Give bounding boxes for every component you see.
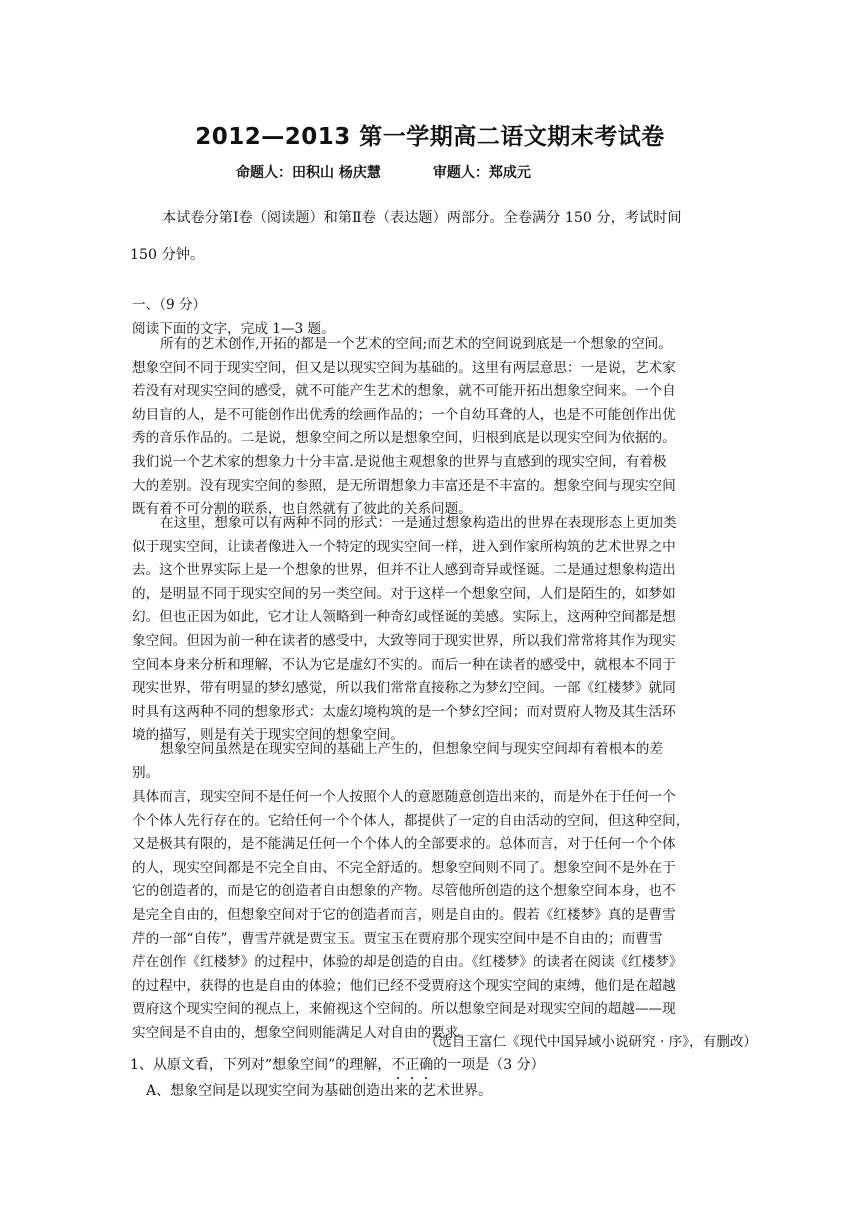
passage-line: 似于现实空间，让读者像进入一个特定的现实空间一样，进入到作家所构筑的艺术世界之中 [132,538,676,555]
setters-label: 命题人：田积山 杨庆慧 [236,165,381,181]
emphasis-char: 确 [419,1057,434,1073]
passage-line: 想象空间虽然是在现实空间的基础上产生的，但想象空间与现实空间却有着根本的差 [160,741,663,757]
exam-intro [130,200,730,274]
passage-paragraph-1 [132,333,732,522]
passage-line: 具体而言，现实空间不是任何一个人按照个人的意愿随意创造出来的，而是外在于任何一个 [132,789,676,805]
passage-line: 又是极其有限的，是不能满足任何一个个体人的全部要求的。总体而言，对于任何一个个体 [132,836,676,853]
passage-line: 若没有对现实空间的感受，就不可能产生艺术的想象，就不可能开拓出想象空间来。一个自 [132,383,676,400]
authors-line [236,162,531,182]
reviewer-label: 审题人：郑成元 [432,165,531,181]
passage-paragraph-4 [132,786,732,1046]
passage-line: 个个体人先行存在的。它给任何一个个体人，都提供了一定的自由活动的空间，但这种空间， [132,812,690,829]
passage-line: 它的创造者的，而是它的创造者自由想象的产物。尽管他所创造的这个想象空间本身，也不 [132,883,676,900]
passage-line: 所有的艺术创作,开拓的都是一个艺术的空间;而艺术的空间说到底是一个想象的空间。 [160,336,672,352]
passage-line: 幼目盲的人，是不可能创作出优秀的绘画作品的；一个自幼耳聋的人，也是不可能创作出优 [132,406,676,423]
passage-line: 我们说一个艺术家的想象力十分丰富.是说他主观想象的世界与直感到的现实空间，有着极 [132,453,667,470]
passage-line: 去。这个世界实际上是一个想象的世界，但并不让人感到奇异或怪诞。二是通过想象构造出 [132,562,676,579]
passage-line: 秀的音乐作品的。二是说，想象空间之所以是想象空间，归根到底是以现实空间为依据的。 [132,430,676,447]
emphasis-char: 正 [405,1057,420,1073]
question-1 [130,1054,545,1074]
intro-line-1: 本试卷分第Ⅰ卷（阅读题）和第Ⅱ卷（表达题）两部分。全卷满分 150 分，考试时间 [162,210,682,226]
passage-line: 现实世界，带有明显的梦幻感觉，所以我们常常直接称之为梦幻空间。一部《红楼梦》就同 [132,680,676,697]
question-1-suffix: 的一项是（3 分） [433,1057,545,1073]
passage-line: 的过程中，获得的也是自由的体验；他们已经不受贾府这个现实空间的束缚，他们是在超越 [132,977,676,994]
passage-line: 想象空间不同于现实空间，但又是以现实空间为基础的。这里有两层意思：一是说，艺术家 [132,359,676,376]
section-instruction: 阅读下面的文字，完成 1—3 题。 [132,320,335,337]
passage-paragraph-2 [132,512,732,748]
passage-line: 既有着不可分割的联系，也自然就有了彼此的关系问题。 [132,501,472,518]
passage-line: 别。 [132,764,160,781]
passage-line: 大的差别。没有现实空间的参照，是无所谓想象力丰富还是不丰富的。想象空间与现实空间 [132,477,676,494]
question-1-option-a: A、想象空间是以现实空间为基础创造出来的艺术世界。 [146,1083,493,1099]
section-heading: 一、（9 分） [132,297,207,313]
question-1-prefix: 1、从原文看，下列对“想象空间”的理解， [130,1057,392,1073]
exam-title: 2012—2013 第一学期高二语文期末考试卷 [195,124,665,150]
passage-line: 芹的一部“自传”，曹雪芹就是贾宝玉。贾宝玉在贾府那个现实空间中是不自由的；而曹雪 [132,930,663,947]
passage-line: 的，是明显不同于现实空间的另一类空间。对于这样一个想象空间，人们是陌生的，如梦如 [132,585,676,602]
passage-line: 空间本身来分析和理解，不认为它是虚幻不实的。而后一种在读者的感受中，就根本不同于 [132,656,676,673]
passage-line: 幻。但也正因为如此，它才让人领略到一种奇幻或怪诞的美感。实际上，这两种空间都是想 [132,609,676,626]
passage-line: 实空间是不自由的，想象空间则能满足人对自由的要求。 [132,1024,472,1041]
passage-line: 时具有这两种不同的想象形式：太虚幻境构筑的是一个梦幻空间；而对贾府人物及其生活环 [132,703,676,720]
passage-line: 象空间。但因为前一种在读者的感受中，大致等同于现实世界，所以我们常常将其作为现实 [132,632,676,649]
passage-line: 是完全自由的，但想象空间对于它的创造者而言，则是自由的。假若《红楼梦》真的是曹雪 [132,906,676,923]
passage-line: 芹在创作《红楼梦》的过程中，体验的却是创造的自由。《红楼梦》的读者在阅读《红楼梦》 [132,954,683,971]
passage-line: 境的描写，则是有关于现实空间的想象空间。 [132,727,404,744]
passage-line: 贾府这个现实空间的视点上，来俯视这个空间的。所以想象空间是对现实空间的超越——现 [132,1001,676,1018]
passage-line: 的人，现实空间都是不完全自由、不完全舒适的。想象空间则不同了。想象空间不是外在于 [132,859,676,876]
passage-line: 在这里，想象可以有两种不同的形式：一是通过想象构造出的世界在表现形态上更加类 [160,515,677,531]
passage-paragraph-3 [132,738,732,785]
passage-source: （选自王富仁《现代中国异域小说研究 · 序》，有删改） [424,1034,757,1050]
intro-line-2: 150 分钟。 [130,247,205,263]
emphasis-char: 不 [391,1057,406,1073]
